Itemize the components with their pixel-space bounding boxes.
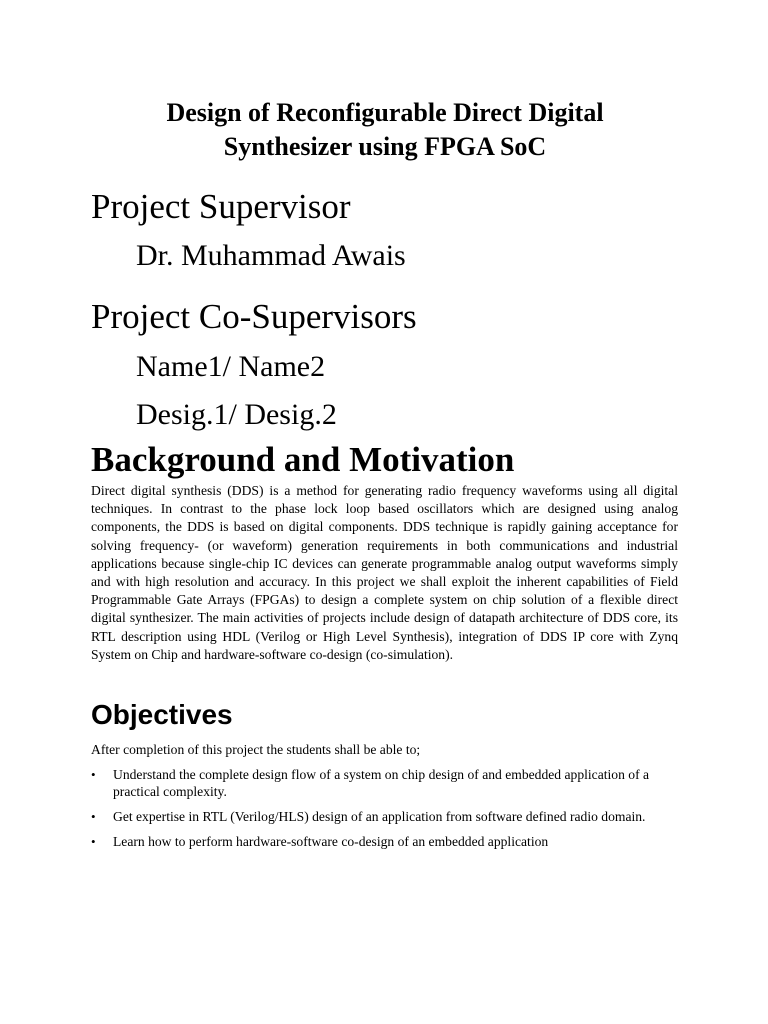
title-line-1: Design of Reconfigurable Direct Digital [166,98,604,127]
objective-text: Get expertise in RTL (Verilog/HLS) design of an application from software defined radio domain. [113,809,646,824]
bullet-icon: • [91,767,96,782]
background-paragraph: Direct digital synthesis (DDS) is a method for generating radio frequency waveforms using all digital techniques. In contrast to the phase lock loop based oscillators which are designed using analog components, the DDS is based on digital components. DDS technique is rapidly gaining acceptance for solving frequency- (or waveform) generation requirements in both communications and industrial applications because single-chip IC devices can generate programmable analog output waveforms simply and with high resolution and accuracy. In this project we shall exploit the inherent capabilities of Field Programmable Gate Arrays (FPGAs) to design a complete system on chip solution of a flexible direct digital synthesizer. The main activities of projects include design of datapath architecture of DDS core, its RTL description using HDL (Verilog or High Level Synthesis), integration of DDS IP core with Zynq System on Chip and hardware-software co-design (co-simulation). [91,483,678,662]
background-heading: Background and Motivation [91,440,515,479]
objective-text: Understand the complete design flow of a system on chip design of and embedded application of a practical complexity. [113,767,650,799]
list-item [91,808,671,825]
list-item [91,833,671,850]
objective-text: Learn how to perform hardware-software co-design of an embedded application [113,834,549,849]
bullet-icon: • [91,834,96,849]
supervisor-name: Dr. Muhammad Awais [136,239,406,272]
bullet-icon: • [91,809,96,824]
title-line-2: Synthesizer using FPGA SoC [223,132,547,161]
objectives-intro: After completion of this project the students shall be able to; [91,742,421,757]
co-supervisor-designations: Desig.1/ Desig.2 [136,398,337,431]
supervisor-heading: Project Supervisor [91,187,351,226]
list-item [91,766,671,800]
objectives-list [91,766,671,858]
document-title [91,96,679,164]
co-supervisor-names: Name1/ Name2 [136,350,326,383]
objectives-heading: Objectives [91,699,233,730]
co-supervisors-heading: Project Co-Supervisors [91,297,417,336]
